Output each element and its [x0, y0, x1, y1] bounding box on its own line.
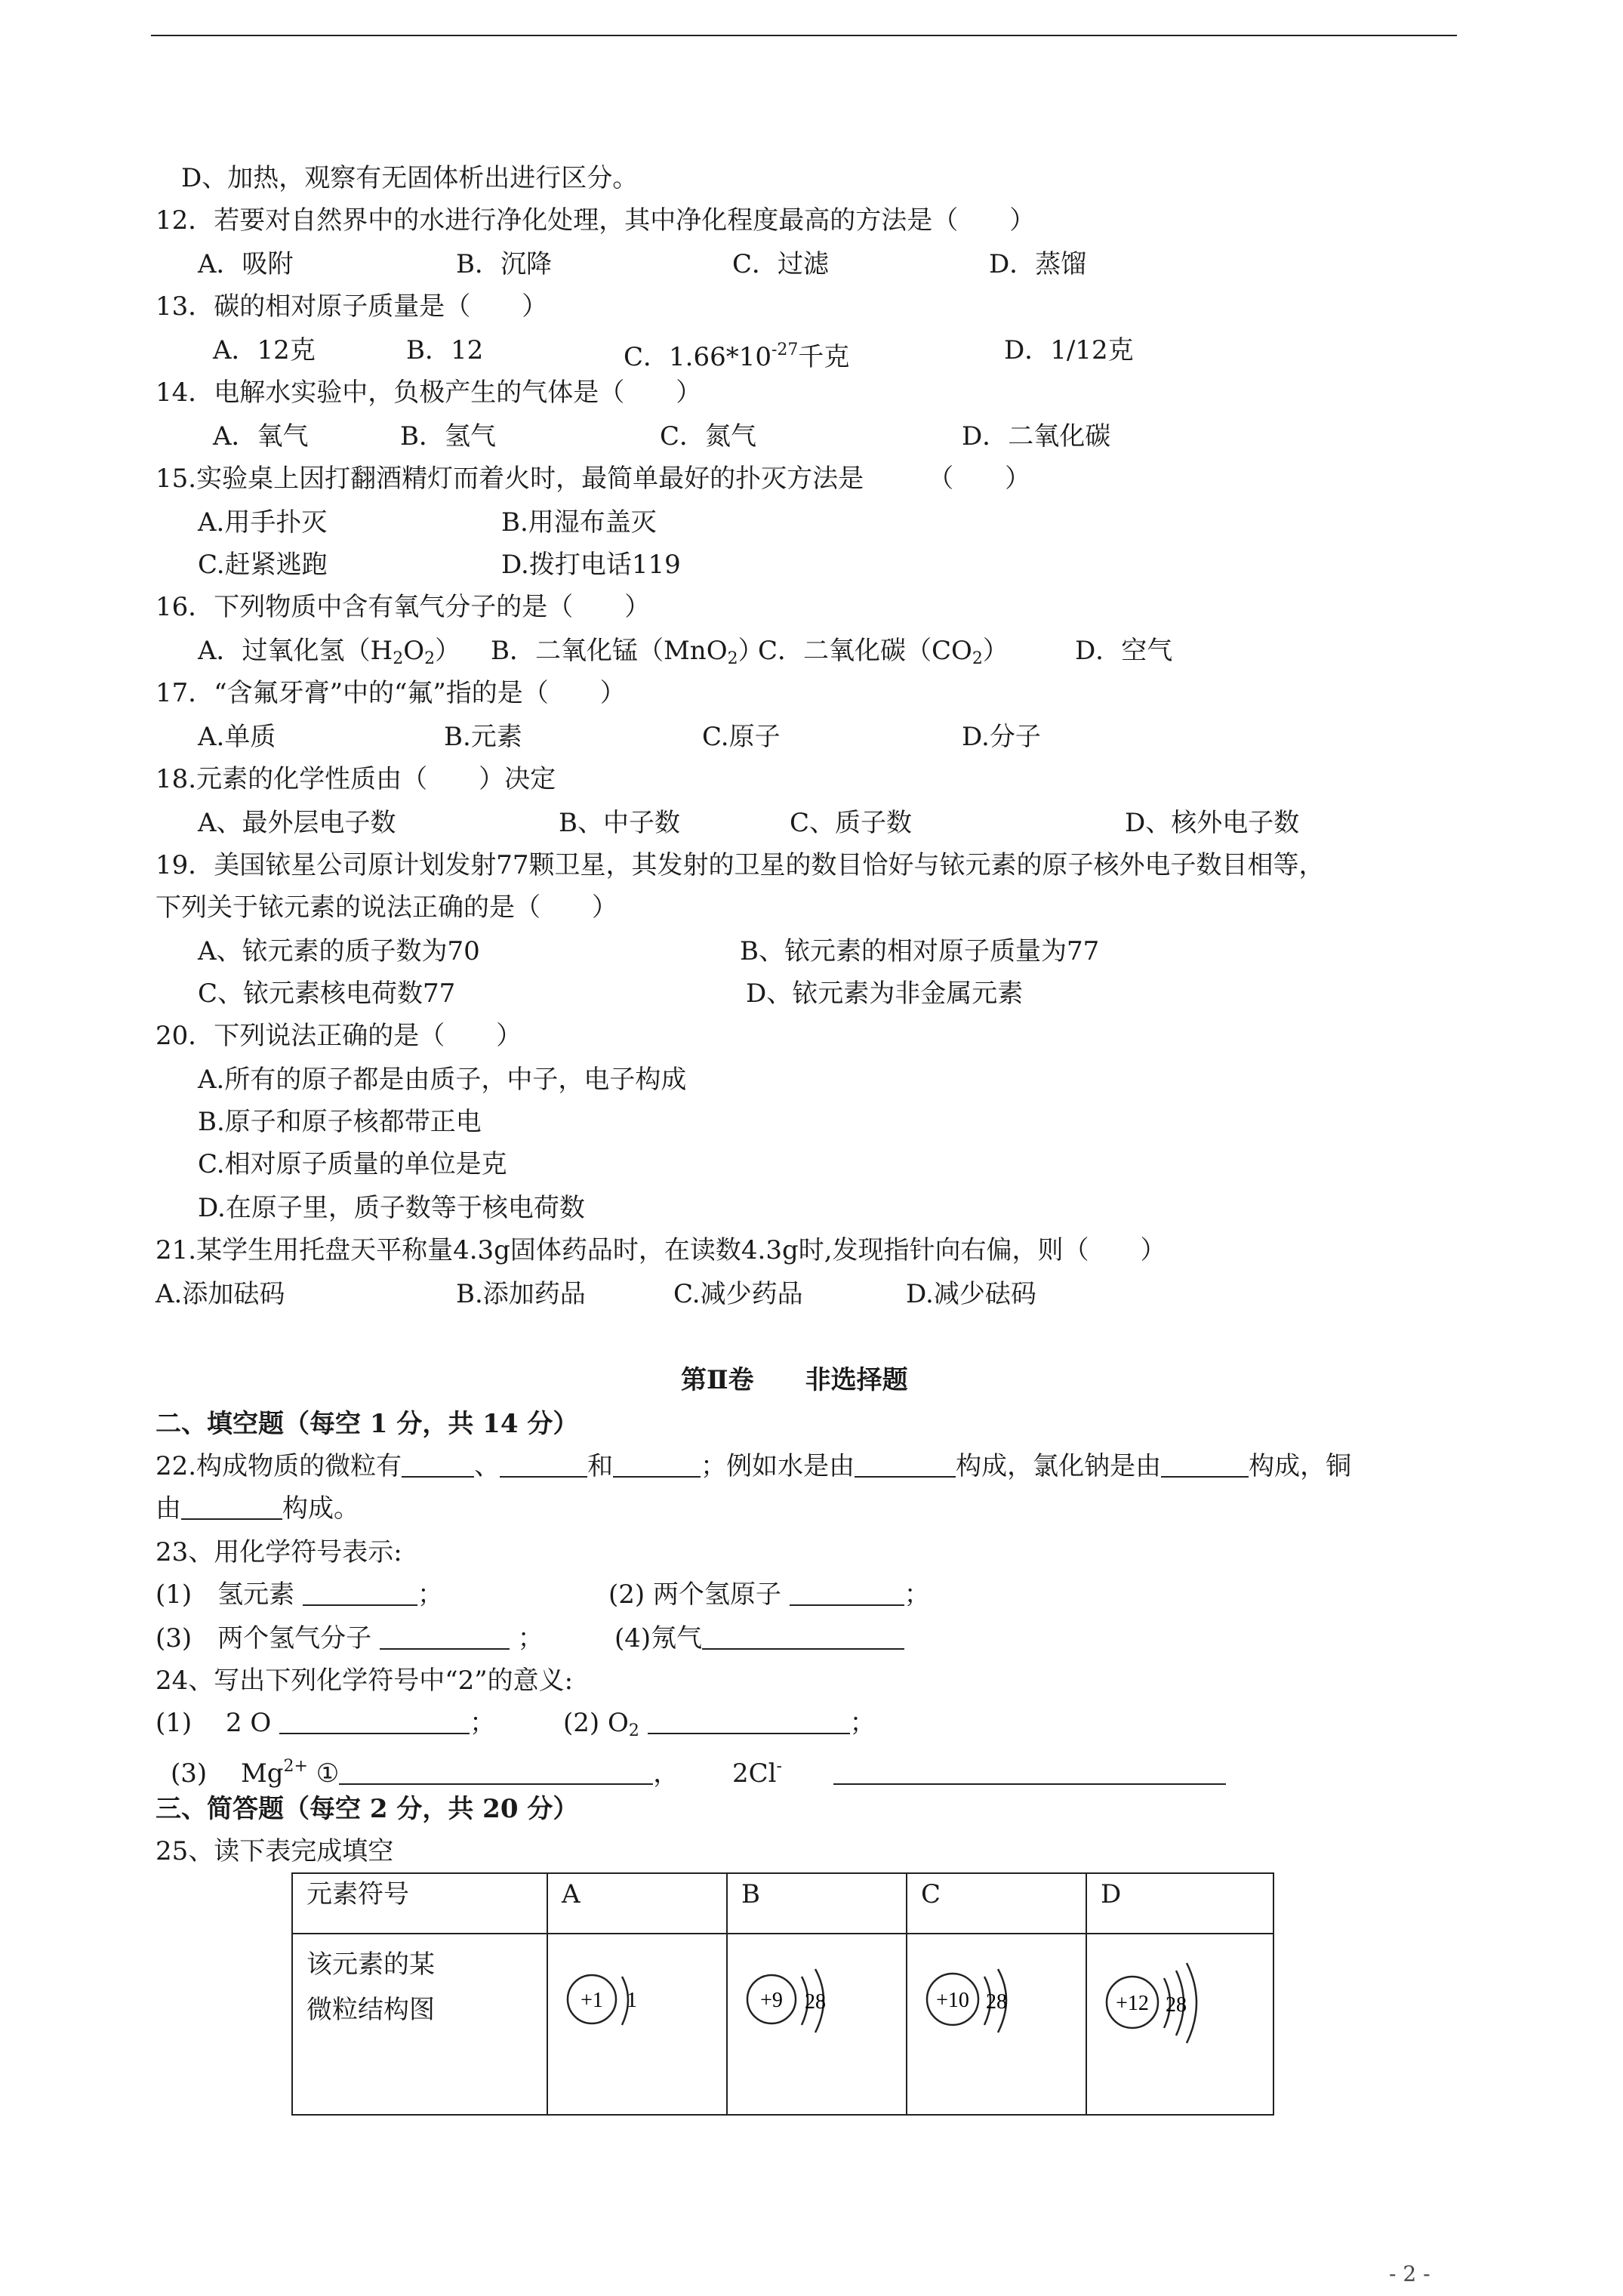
atom-diagram-a [562, 1955, 652, 2046]
q14-option-c: C．氮气 [660, 421, 757, 451]
row-label [292, 1934, 547, 2115]
q13-option-a: A．12克 [213, 335, 316, 365]
q14-option-b: B．氢气 [400, 421, 496, 451]
q12-option-c: C．过滤 [732, 249, 830, 279]
header-rule [151, 35, 1457, 36]
table-header-cell: D [1086, 1873, 1273, 1934]
question-12: 12．若要对自然界中的水进行净化处理，其中净化程度最高的方法是（ ） [156, 205, 1036, 236]
q15-option-b: B.用湿布盖灭 [501, 507, 657, 538]
q21-option-b: B.添加药品 [456, 1279, 586, 1309]
shell-label: 1 [627, 1989, 637, 2012]
shell-label: 28 [1166, 1993, 1187, 2017]
q21-option-a: A.添加砝码 [156, 1279, 285, 1309]
question-20: 20．下列说法正确的是（ ） [156, 1021, 522, 1051]
q16-option-d: D．空气 [1075, 636, 1173, 666]
question-24: 24、写出下列化学符号中“2”的意义: [156, 1666, 574, 1696]
q20-option-c: C.相对原子质量的单位是克 [198, 1149, 507, 1179]
q23-item-4: (4)氖气 [614, 1623, 904, 1653]
q19-option-c: C、铱元素核电荷数77 [198, 978, 456, 1009]
q17-option-c: C.原子 [702, 722, 781, 752]
question-14: 14．电解水实验中，负极产生的气体是（ ） [156, 378, 702, 408]
q20-option-b: B.原子和原子核都带正电 [198, 1107, 482, 1137]
q16-option-a: A．过氧化氢$(H_2O_2)$ [198, 636, 461, 668]
page-number: - 2 - [1389, 2261, 1431, 2286]
q12-option-a: A．吸附 [198, 249, 294, 279]
atom-cell [1086, 1934, 1273, 2115]
atom-cell [547, 1934, 727, 2115]
question-17: 17．“含氟牙膏”中的“氟”指的是（ ） [156, 678, 626, 708]
q24-item-4: 2Cl- [732, 1752, 1226, 1789]
q12-option-b: B．沉降 [456, 249, 552, 279]
question-22-cont: 由 构成。 [156, 1493, 359, 1524]
q23-item-2: (2) 两个氢原子 ； [608, 1579, 930, 1610]
q18-option-d: D、核外电子数 [1125, 808, 1300, 838]
q20-option-a: A.所有的原子都是由质子，中子，电子构成 [198, 1065, 687, 1095]
question-16: 16．下列物质中含有氧气分子的是（ ） [156, 592, 651, 622]
nucleus-label: +10 [936, 1989, 969, 2012]
q17-option-a: A.单质 [198, 722, 276, 752]
q24-item-2: (2) $O_2$ ； [563, 1708, 876, 1740]
nucleus-label: +9 [760, 1989, 783, 2012]
q15-option-c: C.赶紧逃跑 [198, 550, 328, 580]
q19-option-d: D、铱元素为非金属元素 [746, 978, 1024, 1009]
q21-option-c: C.减少药品 [673, 1279, 803, 1309]
q14-option-d: D．二氧化碳 [962, 421, 1111, 451]
row-label-line: 微粒结构图 [306, 1995, 435, 2025]
q21-option-d: D.减少砝码 [906, 1279, 1036, 1309]
q15-option-d: D.拨打电话119 [501, 550, 681, 580]
table-header-cell: B [727, 1873, 907, 1934]
q15-option-a: A.用手扑灭 [198, 507, 328, 538]
question-21: 21.某学生用托盘天平称量4.3g固体药品时，在读数4.3g时,发现指针向右偏，则（ ） [156, 1235, 1166, 1265]
question-18: 18.元素的化学性质由（ ）决定 [156, 764, 556, 794]
short-answer-heading: 三、简答题（每空 2 分，共 20 分） [156, 1794, 579, 1824]
nucleus-label: +1 [581, 1989, 603, 2012]
row-label-line: 该元素的某 [306, 1949, 435, 1980]
q18-option-b: B、中子数 [559, 808, 680, 838]
q14-option-a: A．氧气 [213, 421, 309, 451]
q23-item-1: (1) 氢元素 ； [156, 1579, 443, 1610]
table-header-cell: 元素符号 [292, 1873, 547, 1934]
table-header-cell: C [907, 1873, 1086, 1934]
q16-option-b: B．二氧化锰（MnO$_2$） [491, 636, 764, 668]
fill-in-heading: 二、填空题（每空 1 分，共 14 分） [156, 1409, 579, 1439]
q13-option-d: D．1/12克 [1004, 335, 1134, 365]
q18-option-c: C、质子数 [790, 808, 913, 838]
option-line: D、加热，观察有无固体析出进行区分。 [181, 163, 639, 193]
q13-option-c: C．$1.66*10^{-27}$千克 [624, 341, 850, 372]
question-22: 22.构成物质的微粒有 、 和 ；例如水是由 构成，氯化钠是由 构成，铜 [156, 1451, 1352, 1481]
q24-item-1: (1) 2 O ； [156, 1708, 496, 1738]
atom-diagram-d [1101, 1955, 1221, 2054]
question-19: 19．美国铱星公司原计划发射77颗卫星，其发射的卫星的数目恰好与铱元素的原子核外电子数目相等， [156, 850, 1325, 880]
atom-cell [907, 1934, 1086, 2115]
question-13: 13．碳的相对原子质量是（ ） [156, 291, 548, 322]
q20-option-d: D.在原子里，质子数等于核电荷数 [198, 1193, 585, 1223]
q13-option-b: B．12 [406, 335, 484, 365]
q23-item-3: (3) 两个氢气分子 ； [156, 1623, 544, 1653]
question-25: 25、读下表完成填空 [156, 1836, 394, 1866]
question-23: 23、用化学符号表示: [156, 1537, 402, 1567]
q17-option-d: D.分子 [962, 722, 1041, 752]
q18-option-a: A、最外层电子数 [198, 808, 396, 838]
atom-cell [727, 1934, 907, 2115]
atom-diagram-b [741, 1955, 855, 2046]
q19-option-b: B、铱元素的相对原子质量为77 [740, 936, 1100, 966]
q17-option-b: B.元素 [444, 722, 522, 752]
shell-label: 28 [805, 1990, 826, 2014]
table-header-cell: A [547, 1873, 727, 1934]
q24-item-3: (3) $Mg^{2+}$ ① ， [171, 1757, 679, 1789]
table-row [292, 1934, 1273, 2115]
atom-diagram-c [921, 1955, 1042, 2046]
q12-option-d: D．蒸馏 [989, 249, 1087, 279]
q19-option-a: A、铱元素的质子数为70 [198, 936, 480, 966]
table-header-row [292, 1873, 1273, 1934]
nucleus-label: +12 [1116, 1992, 1149, 2015]
q16-option-c: C．二氧化碳$(CO_2)$ [758, 636, 1009, 668]
shell-label: 28 [986, 1990, 1007, 2014]
question-15: 15.实验桌上因打翻酒精灯而着火时，最简单最好的扑灭方法是 （ ） [156, 464, 1031, 494]
element-table [291, 1872, 1274, 2116]
section-title: 第Ⅱ卷 非选择题 [681, 1365, 908, 1395]
question-19-cont: 下列关于铱元素的说法正确的是（ ） [156, 892, 617, 923]
